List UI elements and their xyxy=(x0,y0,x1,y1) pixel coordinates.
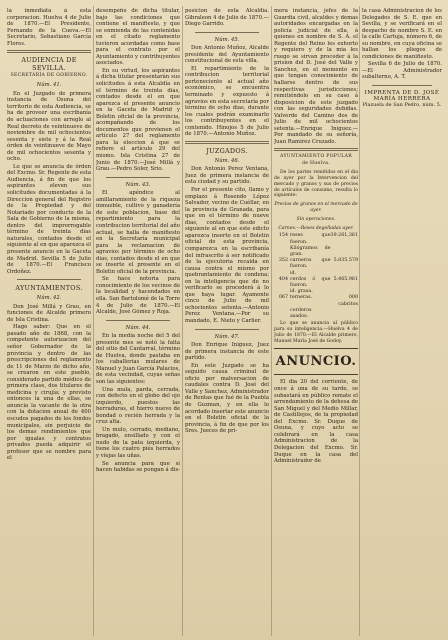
notice-number: Núm. 45. xyxy=(214,36,240,43)
column-rule xyxy=(93,6,94,636)
notice-paragraph: De los partes remitidos en el dia de ayer por la Intervencion del mercado y granos y sus de precios de artículos de consumo, resulta lo siguiente: xyxy=(274,170,358,199)
notice-paragraph: El apéndice al amillaramiento de la riqueza inmueble, cultivo y ganadería de este poblacion, base del repartimiento para la contribucion territorial del año actual, se halla de manifiesto en la Secretaría municipal para la reclamacion de agravios por término de ocho dias, contados desde el en que se inserte el presente en el Boletin oficial de la provincia. xyxy=(96,190,180,275)
divider xyxy=(106,320,170,321)
notice-paragraph: Lo que se anuncia de órden del Excmo. Sr. Regente de esta Audiencia, á fin de que los aspirantes eleven sus solicitudes documentadas á la Direccion general del Registro de la Propiedad y del Notariado por conducto de la Sala de Gobierno de la misma, dentro del improrrogable término de treinta dias naturales, contados desde el siguiente al en que aparezca el presente anuncio en la Gaceta de Madrid. Sevilla 5 de Julio de 1870.—El Francisco Ordoñez. xyxy=(7,163,91,275)
notice-paragraph: En el Juzgado de primera instancia de Osuna del territorio de esta Audiencia, se ha de proveer una escribanía de actuaciones con arreglo al Real decreto de veintinueve de noviembre de mil ochocientos sesenta y siete y á la Real órden de veintinueve de Mayo de mil ochocientos sesenta y ocho. xyxy=(7,90,91,163)
notice-paragraph: la casa Administracion de los Delegados de S. E. que en Sevilla, y se verificará en el despacho de nombre S. E. en la calle Cartuja, número 6, de su nombre, en cuya oficina se hallan los pliegos de condiciones de manifiesto. xyxy=(362,8,442,60)
divider xyxy=(17,279,81,280)
table-title: Precios de granos en el mercado de ayer. xyxy=(274,202,358,214)
notice-paragraph: Se anuncia para que si hacen habidas se pongan á dis- xyxy=(96,460,180,474)
table-row: corderos asados. xyxy=(290,307,312,320)
no-operations-label: Sin operaciones. xyxy=(296,216,336,222)
notice-paragraph: El repartimiento de la contribucion territorial perteneciente al actual año económico, se encuentra terminado y expuesto á agravios en esta secretaría por término de ocho dias, durante los cuales podrán examinarlo los contribuyentes en el contenido. Hinojos 5 de Julio de 1870.—Antonio Muñoz. xyxy=(185,65,269,138)
table-row: Kilógramos de gran. xyxy=(290,245,331,258)
divider xyxy=(372,85,432,86)
notice-paragraph: Don Enrique Iniguez, Juez de primera instancia de este partido. xyxy=(185,342,269,362)
section-title-audiencia: AUDIENCIA DE SEVILLA. xyxy=(21,56,77,73)
notice-number: Núm. 44. xyxy=(125,324,151,331)
anuncio-header xyxy=(274,348,358,375)
notice-paragraph: Don José Millá y Grau, en funciones de Alcalde primero de Isla Cristina. xyxy=(7,303,91,323)
notice-number: Núm. 47. xyxy=(214,333,240,340)
table-row: id. grasa. xyxy=(290,289,313,295)
printer-address: Plazuela de San Pedro, núm. 5. xyxy=(362,102,442,109)
divider xyxy=(195,32,259,33)
section-divider xyxy=(274,148,358,151)
notice-number: Núm. 43. xyxy=(125,181,151,188)
section-divider xyxy=(7,50,91,53)
notice-paragraph: Sevilla 6 de Julio de 1870.—El Administrador subalterno, A. T. xyxy=(362,61,442,81)
notice-number: Núm. 41. xyxy=(36,82,62,89)
continued-text: la inmediata à esta corporacion. Huelva 4 de Julio de 1870.—El Presidente, Fernando de la Cueva.—El Secretario, Sebastiano García Flores. xyxy=(7,8,91,47)
section-title-ayuntamiento-popular: AYUNTAMIENTO POPULAR xyxy=(280,154,352,160)
divider xyxy=(195,329,259,330)
table-row: id. xyxy=(290,270,297,276)
section-subtitle: SECRETARÍA DE GOBIERNO. xyxy=(10,73,88,79)
column-5 xyxy=(362,8,442,634)
notice-paragraph: Don Antonio Perez Ventana, Juez de primera instancia de esta ciudad y su partido. xyxy=(185,166,269,186)
notice-paragraph: Un mulo, cerrado, mediano, bragado, ensillado y con el nudo de la pata izquierda, y tiene los cuatro piés herrados y viejas las uñas. xyxy=(96,426,180,459)
meat-table xyxy=(274,233,358,320)
printer-imprint xyxy=(362,90,442,109)
printer-name: IMPRENTA DE D. JOSÉ MARÍA HERRERA xyxy=(364,90,440,103)
divider xyxy=(106,177,170,178)
notice-paragraph: El dia 20 del corriente, de once á una de su tarde, se subastará en público remate el arrendamiento de la dehesa de San Miguel y del Medio Millar, de Castillejos, de la propiedad del Excmo. Sr. Duque de Osuna, y cuyo acto se celebrará en la casa Administracion de la Delegacion del Excmo. Sr. Duque en la casa del Administrador de xyxy=(274,379,358,465)
notice-paragraph: Una mula, parda, cerrada, con defecto en el globo del ojo izquierdo, puestos las herraduras, el hierro nuevo de bondad o recién herrada y la cruz alta. xyxy=(96,386,180,426)
section-divider xyxy=(185,141,269,144)
column-3 xyxy=(185,8,269,634)
table-row: 352 carneros que fueron. 5.835.579 xyxy=(278,258,358,270)
notice-paragraph: Hago saber: Que en el pasado año de 1868, con la competente autorizacion del señor Gobernador de la provincia y dentro de las prescripciones del reglamento de 11 de Marzo de dicho año, se crearon en este pueblo, considerado partido médico de primera clase, dos titulares de medicina y cirujía; y previsto entonces la una de ellas, se anuncia la vacante de la otra con la dotacion anual de 400 escudos pagados de los fondos municipales, sin perjuicio de los demas rendimientos que por igualas y contratos privados pueda adquirir el profesor que se nombre para el xyxy=(7,324,91,462)
carnes-title: Carnes.—Reses degolladas ayer. xyxy=(278,225,354,231)
notice-paragraph: desempeño de dicha titular, bajo las condiciones que contiene el manifiesto, y que se enmienda de las contenidas en el citado reglamento tuvieron acordadas como base para el contrato por el Ayuntamiento y contribuyentes asociados. xyxy=(96,8,180,67)
notice-number: Núm. 42. xyxy=(36,295,62,302)
notice-paragraph: En su virtud, los aspirantes á dicha titular presentarán sus solicitudes á esta Alcaldía en el término de treinta dias, contados desde el en que aparezca el presente anuncio en la Gaceta de Madrid y Boletin oficial de la provincia, acompañando de los documentos que previenen el artículo 27 del reglamento para la eleccion á que se refiere el artículo 29 del mismo. Isla Cristina 27 de Junio de 1870.—José Millá y Grau.—Pedro Soler, Srio. xyxy=(96,67,180,173)
column-rule xyxy=(271,6,272,636)
section-title-juzgados: JUZGADOS. xyxy=(206,146,248,155)
notice-paragraph: Se hace notoria para conocimiento de los vecinos de la localidad y hacendados en ella. San Bartolomé de la Torre 4 de Julio de 1870.—El Alcalde, José Gómez y Roja. xyxy=(96,276,180,316)
notice-paragraph: posicion de esta Alcaldía. Gibraleon 4 de Julio de 1870.—Diego Garrido. xyxy=(185,8,269,28)
section-title-ayuntamientos: AYUNTAMIENTOS. xyxy=(15,284,83,293)
anuncio-title: ANUNCIO. xyxy=(275,354,357,370)
column-rule xyxy=(359,6,360,636)
notice-paragraph: mera instancia, jefes de la Guardia civil, alcaldes y demas autoridades encargadas en la policía judicial de ella, á quienes en nombre de S. A. el Regente del Reino les exhorto y requiero y de la mia les ruego se sirvan proceder á la prision del D. José del Valle y Sanchez, en el momento en que tengan conocimiento de hallarse dentro de sus respectivas jurisdicciones; remitiéndolo en su caso á disposicion de este juzgado con las seguridades debidas. Valverde del Camino dos de Julio de mil ochocientos setenta.—Enrique Iniguez.—Por mandado de su señoría, Juan Ramirez Cruzado. xyxy=(274,8,358,145)
table-row: 154 reses que fueron. 39.261,361 xyxy=(278,233,358,245)
notice-paragraph: En este Juzgado se ha seguido causa criminal de oficio por malversacion de caudales contra D. José del Valle y Sanchez, Administrador de Rentas que fué de la Puebla de Guzman, y en ella lo acordado insertar este anuncio en el Boletin oficial de la provincia, á fin de que por los Sres. Jueces de pri- xyxy=(185,362,269,435)
table-row: 404 cerdos ó que fueron. 5.465.961 xyxy=(278,276,358,289)
column-rule xyxy=(182,6,183,636)
notice-paragraph: En la media noche del 5 del presente mes se notó la falta del sitio del Cantarral, término de Huelva, donde pastaba en los caballerías mulares de Manuel y Juan García Palacios, de esta vecindad, cuyas señas son las siguientes: xyxy=(96,333,180,385)
notice-number: Núm. 46. xyxy=(214,157,240,164)
column-4 xyxy=(274,8,358,634)
table-row: 067 terneras. 000 cabritos xyxy=(278,295,358,307)
notice-paragraph: Don Antonio Muñoz, Alcalde presidente del Ayuntamiento constitucional de esta villa. xyxy=(185,45,269,65)
notice-paragraph: Por el presente cito, llamo y emplazo á Rosendo López Salvador, vecino de Cuéllar, en la provincia de Granada, para que en el término de nueve dias, contados desde el siguiente al en que este edicto aparezca inserto en el Boletin oficial de esta provincia, comparezca en la escribanía del infrascrito á ser notificado de la ejecutoria recaida en causa contra el mismo por quebrantamiento de condena; en la inteligencia que de no verificarlo se procederá á lo que haya lugar. Ayamonte cinco de Julio de mil ochocientos setenta.—Antonio Perez Ventana.—Por su mandado, E. Nieto y Carlier. xyxy=(185,187,269,324)
column-1 xyxy=(7,8,91,634)
column-2 xyxy=(96,8,180,634)
notice-paragraph: Lo que se anuncia al público para su inteligencia.—Huelva 4 de Julio de 1870.—El Alcalde primero, Manuel María José de Godoy. xyxy=(274,321,358,344)
section-subtitle: de Huelva. xyxy=(301,161,331,167)
